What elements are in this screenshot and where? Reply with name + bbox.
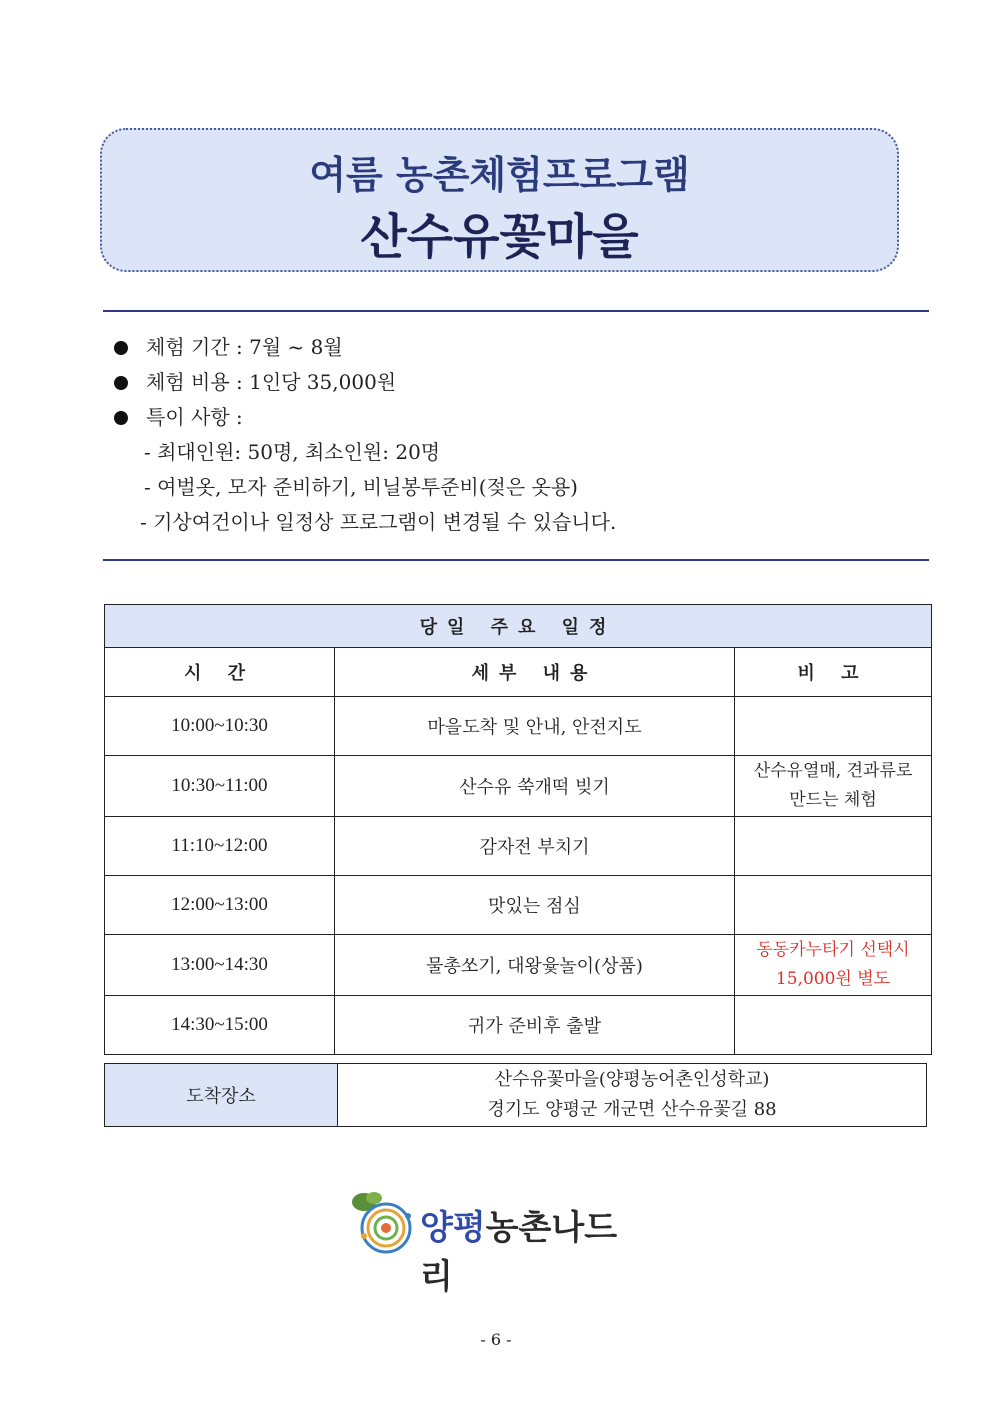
note-cell: [735, 817, 932, 876]
table-row: [105, 876, 932, 935]
note-cell: [735, 876, 932, 935]
cost-text: 체험 비용 : 1인당 35,000원: [146, 370, 397, 394]
bullet-icon: [114, 376, 128, 390]
logo-text: [420, 1200, 648, 1298]
content-cell: 감자전 부치기: [335, 817, 735, 876]
note-line: 만드는 체험: [789, 790, 877, 810]
table-row: [105, 697, 932, 756]
time-cell: 10:30~11:00: [105, 756, 335, 817]
note-cell: [735, 935, 932, 996]
content-cell: 맛있는 점심: [335, 876, 735, 935]
schedule-header-row: [105, 648, 932, 697]
top-divider: [103, 310, 929, 312]
arrival-place-table: [104, 1063, 927, 1127]
content-cell: 마을도착 및 안내, 안전지도: [335, 697, 735, 756]
time-header: 시 간: [105, 648, 335, 697]
note-header: 비 고: [735, 648, 932, 697]
table-row: [105, 996, 932, 1055]
note-line: - 최대인원: 50명, 최소인원: 20명: [144, 440, 441, 464]
arrival-address: [338, 1064, 927, 1127]
note-line: - 여벌옷, 모자 준비하기, 비닐봉투준비(젖은 옷용): [144, 475, 578, 499]
page-number: - 6 -: [480, 1330, 512, 1349]
period-text: 체험 기간 : 7월 ~ 8월: [146, 335, 343, 359]
table-row: [105, 817, 932, 876]
cost-item: [110, 365, 616, 400]
logo-text-region: 양평: [420, 1208, 486, 1248]
time-cell: 10:00~10:30: [105, 697, 335, 756]
note-cell: [735, 697, 932, 756]
period-item: [110, 330, 616, 365]
village-name: 산수유꽃마을: [360, 209, 639, 265]
schedule-table: [104, 604, 932, 1055]
schedule-caption-row: [105, 605, 932, 648]
note-cell: [735, 756, 932, 817]
time-cell: 11:10~12:00: [105, 817, 335, 876]
content-cell: 산수유 쑥개떡 빚기: [335, 756, 735, 817]
table-row: [105, 756, 932, 817]
schedule-caption: 당일 주요 일정: [105, 605, 932, 648]
time-cell: 13:00~14:30: [105, 935, 335, 996]
note-line: - 기상여건이나 일정상 프로그램이 변경될 수 있습니다.: [140, 510, 617, 534]
logo: [348, 1188, 648, 1297]
program-title: 여름 농촌체험프로그램: [309, 153, 690, 197]
note-line: 산수유열매, 견과류로: [753, 761, 913, 781]
content-cell: 물총쏘기, 대왕윷놀이(상품): [335, 935, 735, 996]
arrival-label: 도착장소: [105, 1064, 338, 1127]
note-cell: [735, 996, 932, 1055]
bullet-icon: [114, 341, 128, 355]
time-cell: 12:00~13:00: [105, 876, 335, 935]
title-box: [100, 128, 899, 272]
note-line: 동동카누타기 선택시: [756, 940, 910, 960]
content-cell: 귀가 준비후 출발: [335, 996, 735, 1055]
time-cell: 14:30~15:00: [105, 996, 335, 1055]
place-name: 산수유꽃마을(양평농어촌인성학교): [494, 1069, 770, 1090]
logo-text-brand: 농촌나드리: [420, 1208, 618, 1297]
arrival-row: [105, 1064, 927, 1127]
info-section: [110, 330, 616, 540]
note-line: 15,000원 별도: [775, 969, 891, 989]
table-row: [105, 935, 932, 996]
place-address: 경기도 양평군 개군면 산수유꽃길 88: [487, 1099, 777, 1120]
bullet-icon: [114, 411, 128, 425]
content-header: 세부 내용: [335, 648, 735, 697]
bottom-divider: [103, 559, 929, 561]
logo-emblem-icon: [348, 1188, 420, 1258]
notes-label: 특이 사항 :: [146, 405, 243, 429]
notes-item: [110, 400, 616, 435]
